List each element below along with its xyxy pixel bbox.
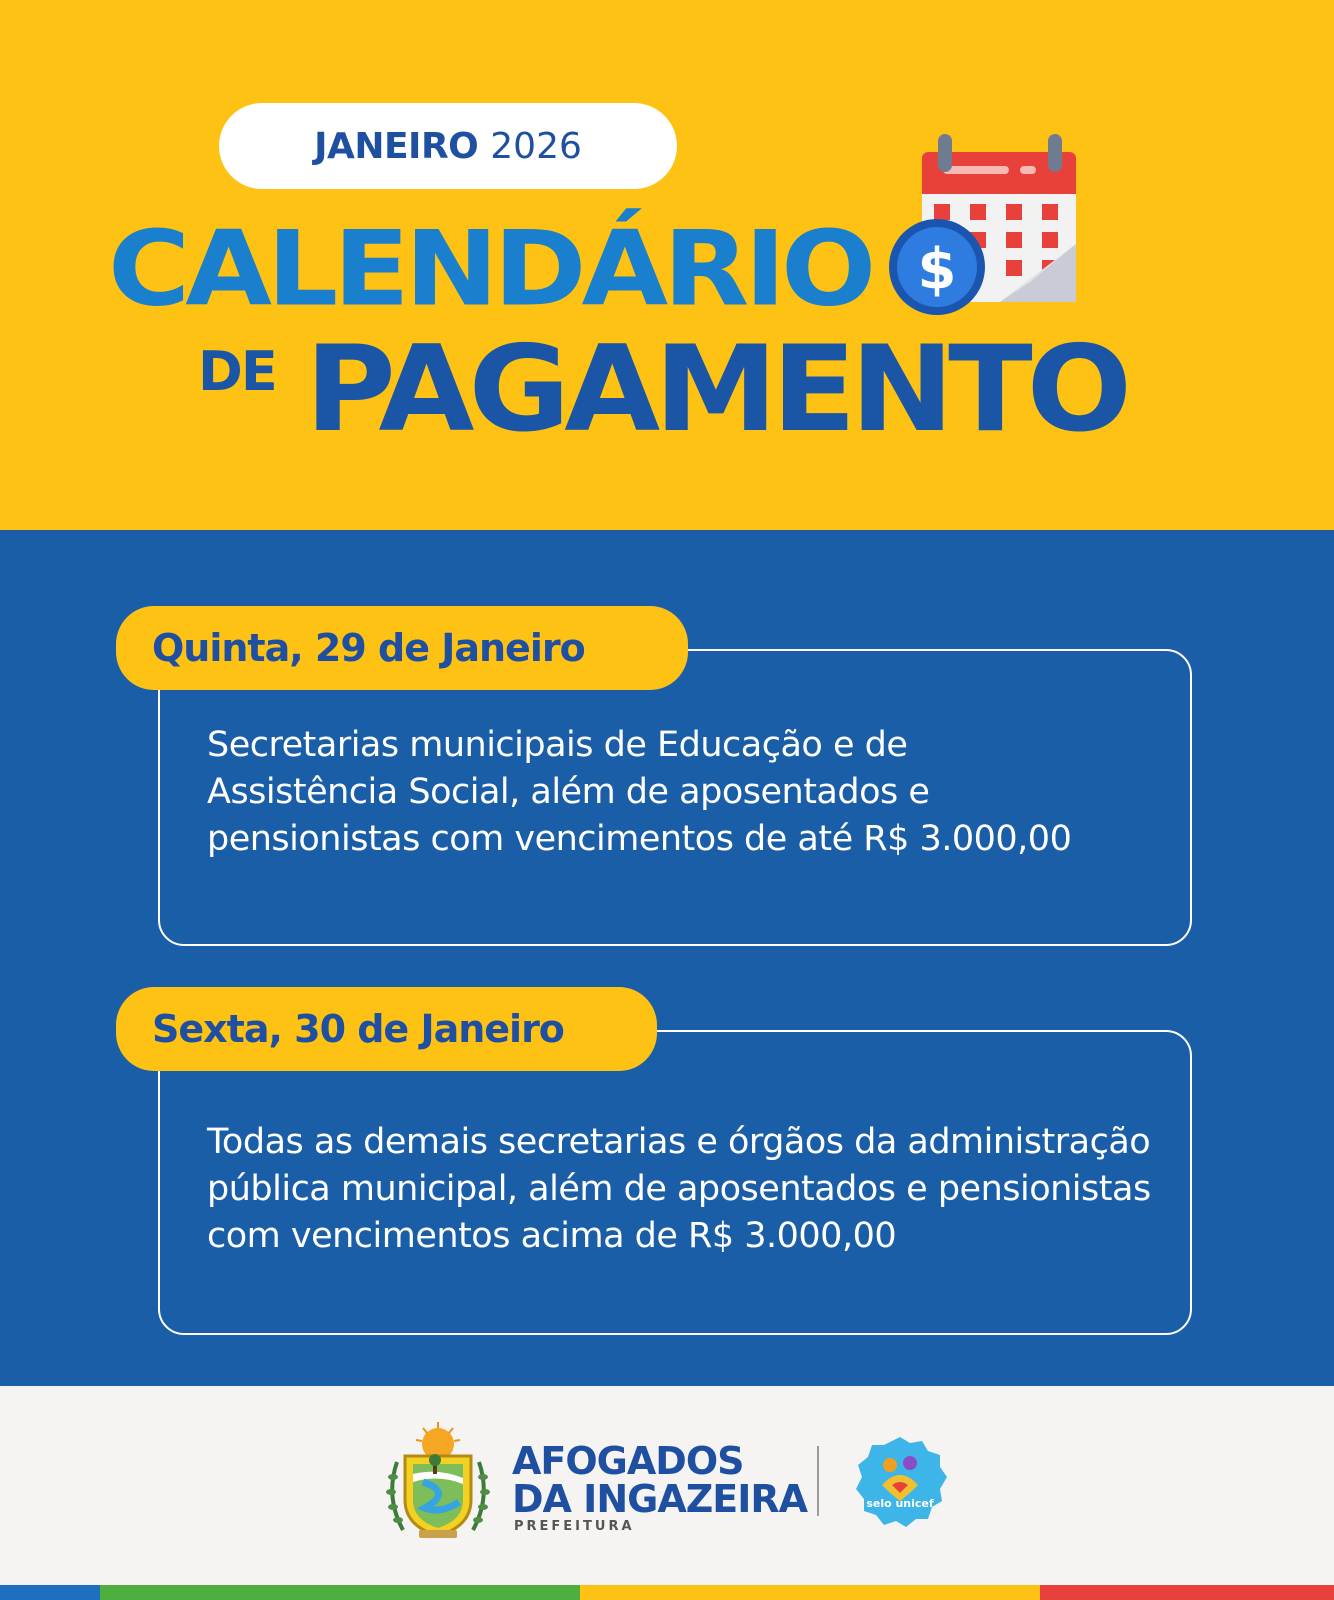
selo-label: selo unicef [866,1497,934,1510]
schedule-description: Secretarias municipais de Educação e de Assistência Social, além de aposentados e pensionistas com vencimentos de até R$ 3.000,00 [207,725,1072,859]
color-stripe [0,1585,1334,1600]
header [0,0,1334,530]
title-pagamento: PAGAMENTO [305,320,1127,459]
date-badge: Quinta, 29 de Janeiro [116,606,688,690]
svg-text:$: $ [917,237,957,302]
year-label: 2026 [490,125,582,167]
selo-unicef-logo [852,1435,948,1529]
month-label: JANEIRO [314,125,479,167]
brand-line-2: DA INGAZEIRA [512,1477,808,1521]
calendar-money-icon [880,132,1080,322]
footer-divider [817,1446,819,1516]
brand-subtitle: PREFEITURA [514,1519,635,1534]
title-calendario: CALENDÁRIO [108,209,872,330]
municipal-crest-logo [383,1422,493,1542]
schedule-description: Todas as demais secretarias e órgãos da administração pública municipal, além de aposentados e pensionistas com vencimentos acima de R$ 3.000,00 [207,1122,1151,1256]
month-badge [219,103,677,189]
brand-line-1: AFOGADOS [512,1439,744,1483]
brand-name [512,1439,808,1521]
date-badge: Sexta, 30 de Janeiro [116,987,657,1071]
title-de: DE [198,340,276,403]
